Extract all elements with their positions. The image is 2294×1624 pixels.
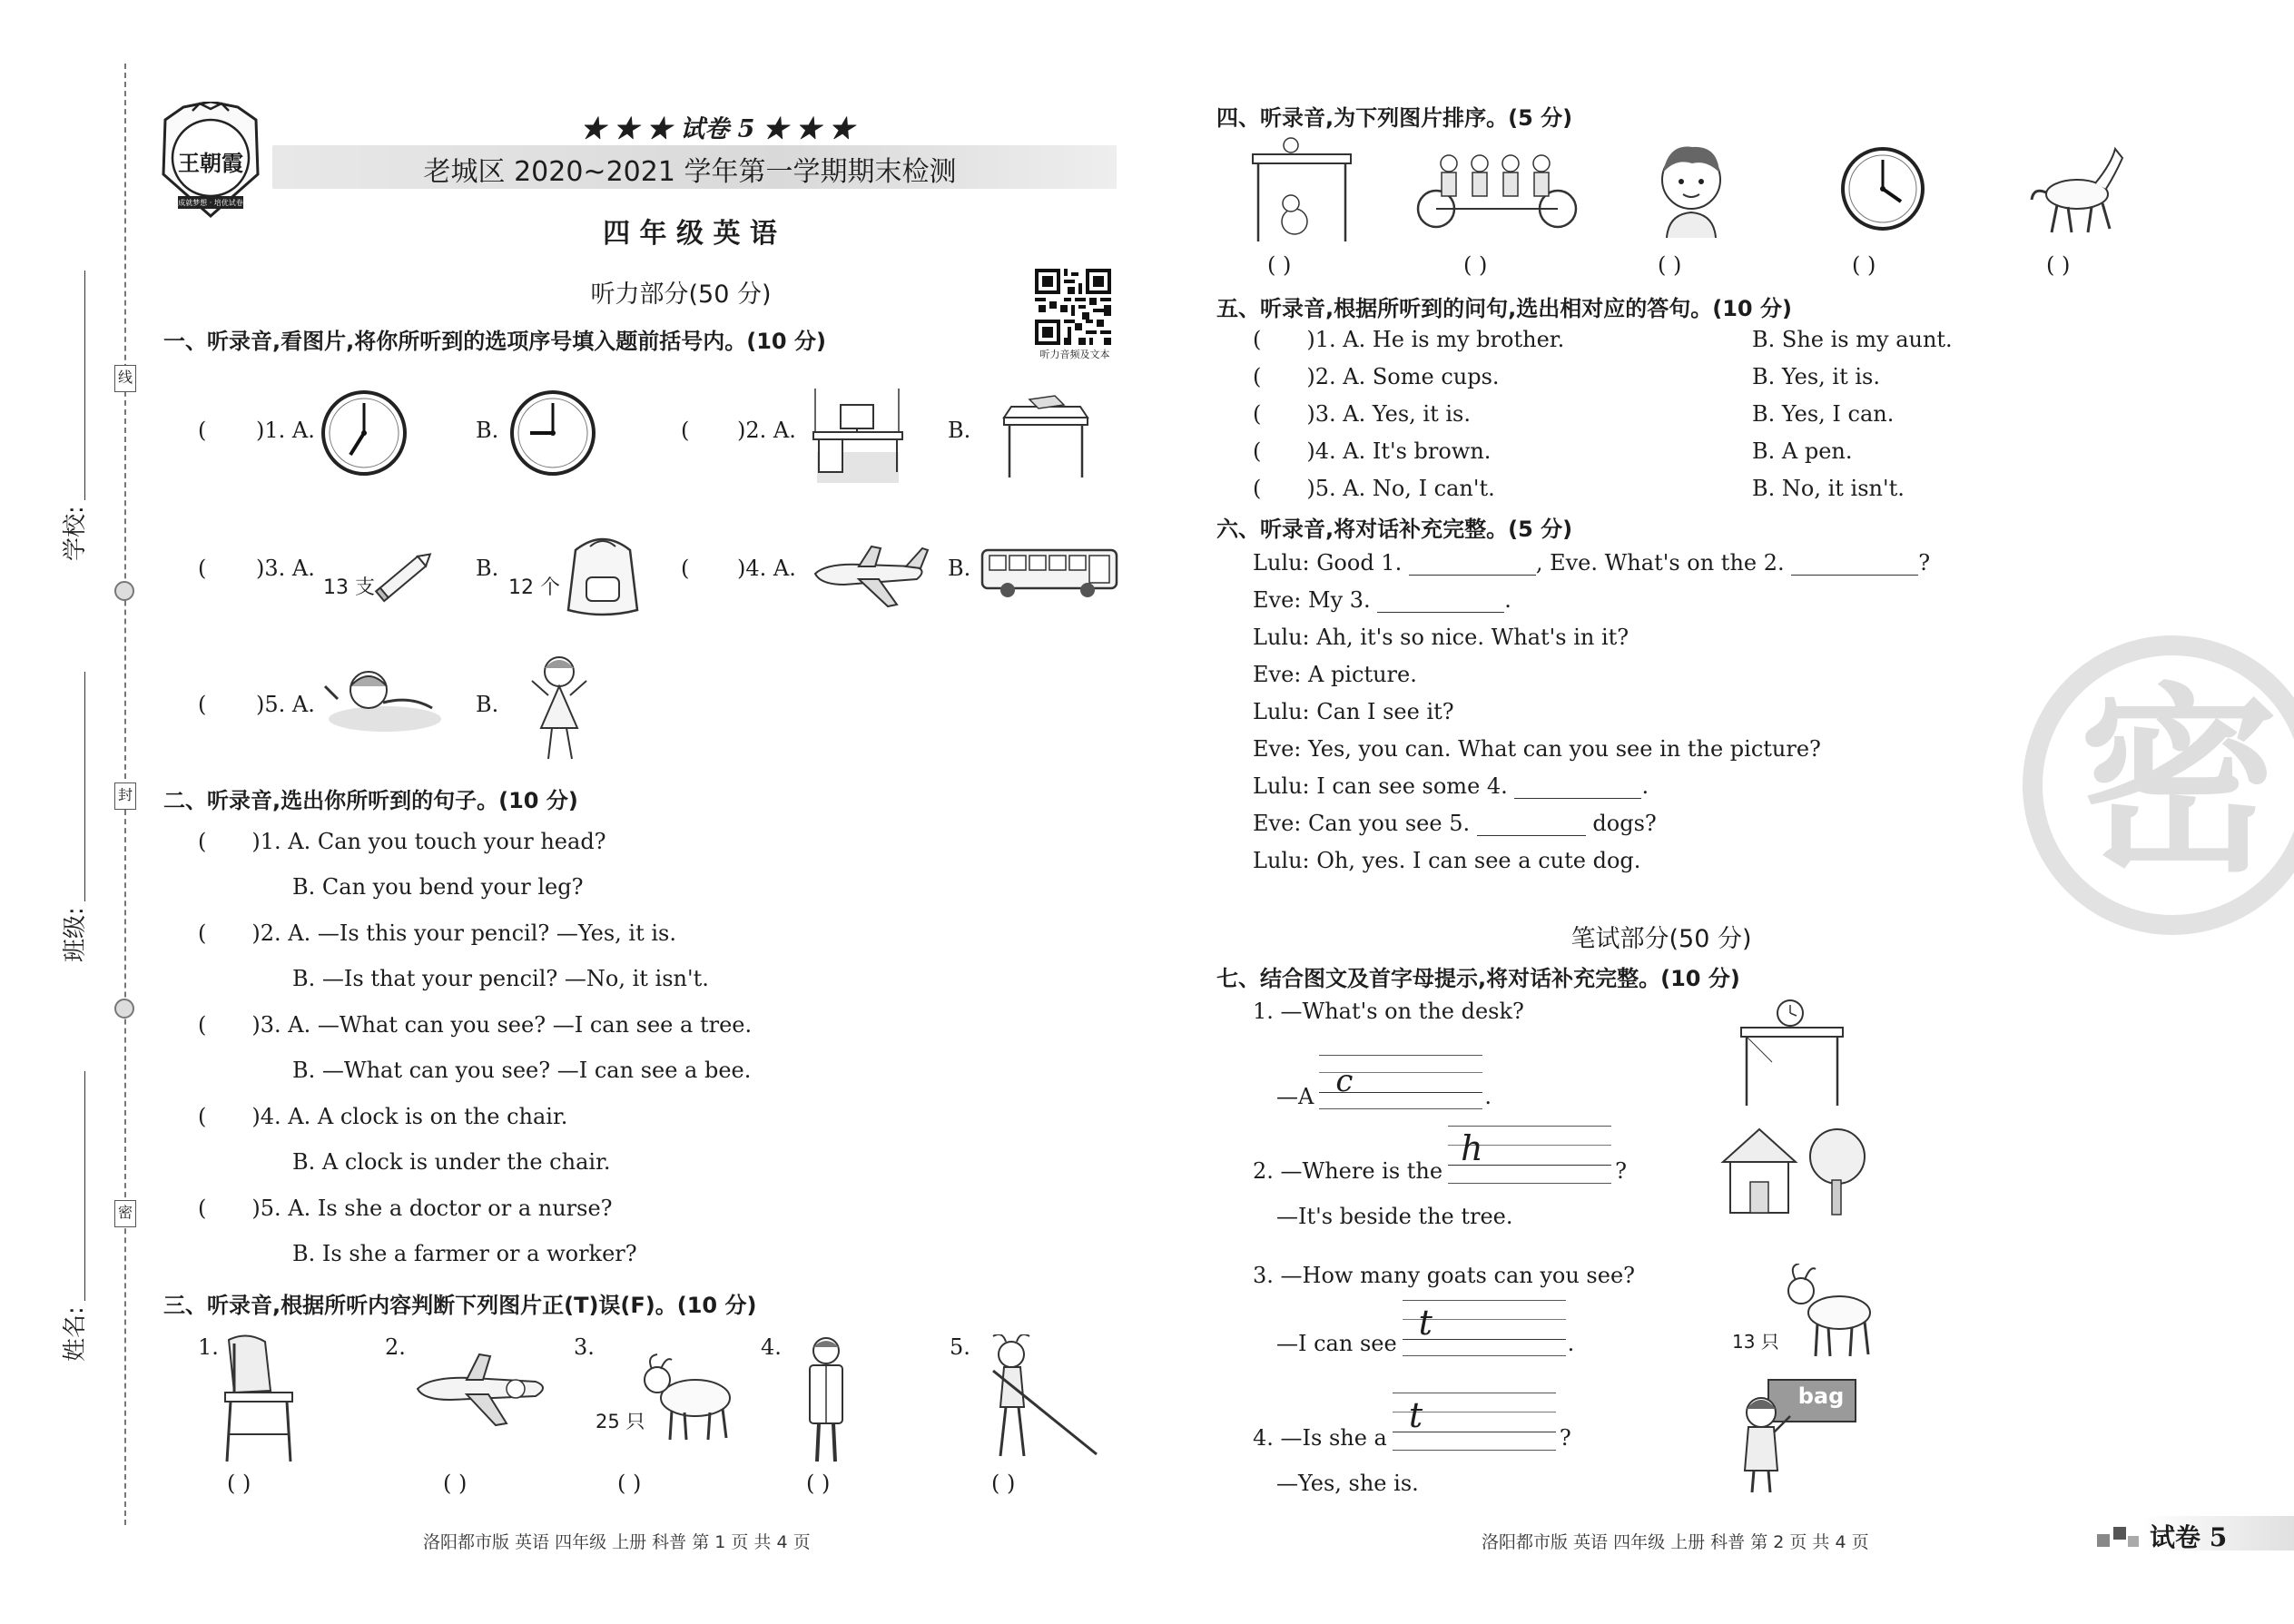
s5-q2-paren[interactable]: ( <box>1253 364 1262 389</box>
s1-q3-b-caption: 12 个 <box>508 576 560 599</box>
swimming-boy-picture <box>320 663 443 737</box>
binding-mark-dense: 密 <box>114 1200 136 1227</box>
bag-on-chair-picture <box>216 1334 300 1463</box>
s6-blank-3[interactable] <box>1377 589 1504 613</box>
section6-title: 六、听录音,将对话补充完整。(5 分) <box>1216 517 1573 542</box>
exam-title: 老城区 2020~2021 学年第一学期期末检测 <box>423 156 957 188</box>
clock-picture-four <box>1839 145 1926 232</box>
s6-line-5: Lulu: Can I see it? <box>1253 699 1454 724</box>
s5-q5-a: )5. A. No, I can't. <box>1306 476 1495 501</box>
s7-q4-answer: —Yes, she is. <box>1276 1471 1419 1496</box>
s5-q4-paren[interactable]: ( <box>1253 438 1262 464</box>
s6-line-3: Lulu: Ah, it's so nice. What's in it? <box>1253 625 1629 650</box>
s6-line-4: Eve: A picture. <box>1253 662 1417 687</box>
s2-q4-a: )4. A. A clock is on the chair. <box>251 1104 568 1129</box>
s7-q3-answer: —I can see t . <box>1276 1300 1574 1356</box>
confidential-seal <box>2023 635 2294 935</box>
s6-blank-1[interactable] <box>1409 552 1536 576</box>
section5-title: 五、听录音,根据所听到的问句,选出相对应的答句。(10 分) <box>1216 296 1792 321</box>
plane-picture <box>808 539 931 612</box>
s3-num-2: 2. <box>385 1334 406 1360</box>
s2-item <box>198 829 606 854</box>
s2-item <box>198 1012 752 1038</box>
s1-q4-b-label: B. <box>948 556 971 581</box>
s2-q2-paren[interactable]: ( <box>198 920 207 946</box>
goat-picture <box>639 1353 739 1443</box>
s1-q5-num: )5. A. <box>256 692 315 717</box>
s6-blank-5[interactable] <box>1477 812 1586 836</box>
s6-line-7: Lulu: I can see some 4. . <box>1253 773 1649 799</box>
cat-under-desk-picture <box>1251 136 1353 243</box>
computer-desk-picture <box>808 389 908 483</box>
section2-title: 二、听录音,选出你所听到的句子。(10 分) <box>163 788 578 813</box>
s7-q3-caption: 13 只 <box>1732 1331 1779 1353</box>
s4-paren-5[interactable]: ( ) <box>2046 252 2071 278</box>
section3-title: 三、听录音,根据所听内容判断下列图片正(T)误(F)。(10 分) <box>163 1293 757 1318</box>
s1-q2-num: )2. A. <box>737 418 796 443</box>
s6-blank-4[interactable] <box>1514 775 1641 799</box>
s5-q1-paren[interactable]: ( <box>1253 327 1262 352</box>
monkey-king-picture <box>984 1334 1102 1462</box>
paper-tab <box>2142 1516 2294 1550</box>
school-label: 学校: <box>61 506 89 561</box>
s5-q4-b: B. A pen. <box>1752 438 1853 464</box>
plane-small-picture <box>409 1349 554 1431</box>
s2-q3-paren[interactable]: ( <box>198 1012 207 1038</box>
s6-line-1: Lulu: Good 1. , Eve. What's on the 2. ? <box>1253 550 1931 576</box>
paper-tab-label: 试卷 5 <box>2150 1522 2228 1552</box>
s7-q3-hint-letter: t <box>1418 1303 1433 1343</box>
section1-title: 一、听录音,看图片,将你所听到的选项序号填入题前括号内。(10 分) <box>163 329 826 354</box>
s1-q3-num: )3. A. <box>256 556 315 581</box>
s3-paren-1[interactable]: ( ) <box>227 1471 251 1496</box>
s7-q3-question: 3. —How many goats can you see? <box>1253 1263 1636 1288</box>
clock-on-desk-picture <box>1739 999 1845 1107</box>
logo-text: 王朝霞 <box>178 151 243 176</box>
s5-q5-paren[interactable]: ( <box>1253 476 1262 501</box>
s2-q1-a: )1. A. Can you touch your head? <box>251 829 606 854</box>
bus-picture <box>980 546 1118 599</box>
class-blank <box>60 672 85 901</box>
s5-q1-a: )1. A. He is my brother. <box>1306 327 1565 352</box>
s2-item <box>198 1196 613 1221</box>
s5-q3-b: B. Yes, I can. <box>1752 401 1895 427</box>
schoolbag-picture <box>557 532 648 619</box>
s7-q1-question: 1. —What's on the desk? <box>1253 999 1524 1024</box>
footer-page-1: 洛阳都市版 英语 四年级 上册 科普 第 1 页 共 4 页 <box>423 1532 811 1552</box>
s2-item <box>198 1104 567 1129</box>
s3-paren-3[interactable]: ( ) <box>617 1471 642 1496</box>
qr-caption: 听力音频及文本 <box>1039 349 1110 360</box>
class-label: 班级: <box>61 907 89 962</box>
boy-face-picture <box>1656 142 1727 238</box>
tandem-bike-picture <box>1413 151 1581 229</box>
s1-q1-b-label: B. <box>476 418 499 443</box>
dancing-girl-picture <box>527 650 592 764</box>
s3-paren-4[interactable]: ( ) <box>806 1471 831 1496</box>
horse-picture <box>2028 142 2124 238</box>
s3-paren-2[interactable]: ( ) <box>443 1471 468 1496</box>
s6-line-8: Eve: Can you see 5. dogs? <box>1253 811 1657 836</box>
s4-paren-2[interactable]: ( ) <box>1463 252 1488 278</box>
s1-q2-paren[interactable]: ( <box>681 418 690 443</box>
s5-q5 <box>1253 476 1495 501</box>
s4-paren-4[interactable]: ( ) <box>1852 252 1876 278</box>
s4-paren-3[interactable]: ( ) <box>1658 252 1682 278</box>
s7-q2-hint-letter: h <box>1461 1128 1483 1168</box>
s7-q4-writing-lines[interactable] <box>1393 1393 1556 1451</box>
qr-code[interactable] <box>1035 269 1111 345</box>
s2-q4-b: B. A clock is under the chair. <box>292 1149 611 1175</box>
binding-mark-seal: 封 <box>114 782 136 810</box>
s2-q2-b: B. —Is that your pencil? —No, it isn't. <box>292 966 709 991</box>
s1-q1-num: )1. A. <box>256 418 315 443</box>
confidential-seal-glyph: 密 <box>2079 666 2279 899</box>
house-tree-picture <box>1719 1126 1874 1216</box>
s4-paren-1[interactable]: ( ) <box>1267 252 1292 278</box>
name-field[interactable] <box>54 1071 91 1362</box>
s1-q3-b-label: B. <box>476 556 499 581</box>
binding-mark-line: 线 <box>114 365 136 392</box>
paper-tab-blocks <box>2097 1523 2142 1550</box>
s7-q3-writing-lines[interactable] <box>1403 1300 1566 1356</box>
s5-q2 <box>1253 364 1500 389</box>
s2-q1-b: B. Can you bend your leg? <box>292 874 584 900</box>
listening-heading: 听力部分(50 分) <box>590 281 772 309</box>
s7-q4-hint-letter: t <box>1408 1395 1423 1435</box>
school-field[interactable] <box>54 271 91 561</box>
s5-q2-b: B. Yes, it is. <box>1752 364 1880 389</box>
s5-q3-a: )3. A. Yes, it is. <box>1306 401 1471 427</box>
s1-q2-b-label: B. <box>948 418 971 443</box>
s1-q3-paren[interactable]: ( <box>198 556 207 581</box>
s5-q1 <box>1253 327 1564 352</box>
s1-q5-b-label: B. <box>476 692 499 717</box>
s3-num-5: 5. <box>950 1334 970 1360</box>
s3-num-1: 1. <box>198 1334 219 1360</box>
s1-q4-num: )4. A. <box>737 556 796 581</box>
s5-q1-b: B. She is my aunt. <box>1752 327 1953 352</box>
class-field[interactable] <box>54 672 91 962</box>
clock-nine-oclock <box>508 389 597 477</box>
s3-goat-caption: 25 只 <box>596 1411 645 1432</box>
section4-title: 四、听录音,为下列图片排序。(5 分) <box>1216 105 1573 131</box>
s7-q1-hint-letter: c <box>1335 1063 1354 1099</box>
footer-page-2: 洛阳都市版 英语 四年级 上册 科普 第 2 页 共 4 页 <box>1482 1532 1869 1552</box>
section7-title: 七、结合图文及首字母提示,将对话补充完整。(10 分) <box>1216 966 1740 991</box>
s6-line-2: Eve: My 3. . <box>1253 587 1511 613</box>
paper-stars-label: ★ ★ ★ 试卷 5 ★ ★ ★ <box>581 115 854 143</box>
s3-num-3: 3. <box>574 1334 595 1360</box>
s6-line-9: Lulu: Oh, yes. I can see a cute dog. <box>1253 848 1641 873</box>
school-blank <box>60 271 85 500</box>
s2-item <box>198 920 676 946</box>
s7-q1-writing-lines[interactable] <box>1319 1055 1482 1109</box>
name-blank <box>60 1071 85 1301</box>
subject-title: 四 年 级 英 语 <box>603 218 777 250</box>
goat-13-picture <box>1779 1264 1879 1360</box>
clock-seven-oclock <box>320 389 409 477</box>
s5-q5-b: B. No, it isn't. <box>1752 476 1905 501</box>
s1-q1-paren[interactable]: ( <box>198 418 207 443</box>
s7-q2-question: 2. —Where is the h ? <box>1253 1126 1627 1184</box>
s5-q3 <box>1253 401 1471 427</box>
s3-paren-5[interactable]: ( ) <box>991 1471 1016 1496</box>
s1-q5-paren[interactable]: ( <box>198 692 207 717</box>
s2-q3-b: B. —What can you see? —I can see a bee. <box>292 1058 752 1083</box>
written-heading: 笔试部分(50 分) <box>1570 925 1752 953</box>
s6-line-6: Eve: Yes, you can. What can you see in the picture? <box>1253 736 1821 762</box>
s3-num-4: 4. <box>761 1334 782 1360</box>
s1-q4-paren[interactable]: ( <box>681 556 690 581</box>
blackboard-word: bag <box>1797 1383 1845 1409</box>
logo-tagline: 成就梦想 · 培优试卷 <box>178 199 243 207</box>
s2-q3-a: )3. A. —What can you see? —I can see a tree. <box>251 1012 753 1038</box>
s7-q4-question: 4. —Is she a t ? <box>1253 1393 1571 1451</box>
binding-hole-1 <box>114 581 134 601</box>
doctor-picture <box>799 1334 853 1463</box>
s7-q2-writing-lines[interactable] <box>1448 1126 1611 1184</box>
s5-q4-a: )4. A. It's brown. <box>1306 438 1492 464</box>
s2-q4-paren[interactable]: ( <box>198 1104 207 1129</box>
s2-q5-a: )5. A. Is she a doctor or a nurse? <box>251 1196 613 1221</box>
binding-hole-2 <box>114 999 134 1019</box>
s7-q2-answer: —It's beside the tree. <box>1276 1204 1513 1229</box>
pencil-picture <box>372 545 439 605</box>
s2-q5-b: B. Is she a farmer or a worker? <box>292 1241 637 1266</box>
s1-q3-a-caption: 13 支 <box>323 576 375 599</box>
s5-q2-a: )2. A. Some cups. <box>1306 364 1500 389</box>
s7-q1-answer: —A c . <box>1276 1055 1492 1109</box>
name-label: 姓名: <box>61 1306 89 1362</box>
s2-q5-paren[interactable]: ( <box>198 1196 207 1221</box>
s2-q1-paren[interactable]: ( <box>198 829 207 854</box>
s2-q2-a: )2. A. —Is this your pencil? —Yes, it is. <box>251 920 676 946</box>
s5-q3-paren[interactable]: ( <box>1253 401 1262 427</box>
s6-blank-2[interactable] <box>1791 552 1918 576</box>
s5-q4 <box>1253 438 1491 464</box>
book-on-desk-picture <box>999 390 1093 477</box>
